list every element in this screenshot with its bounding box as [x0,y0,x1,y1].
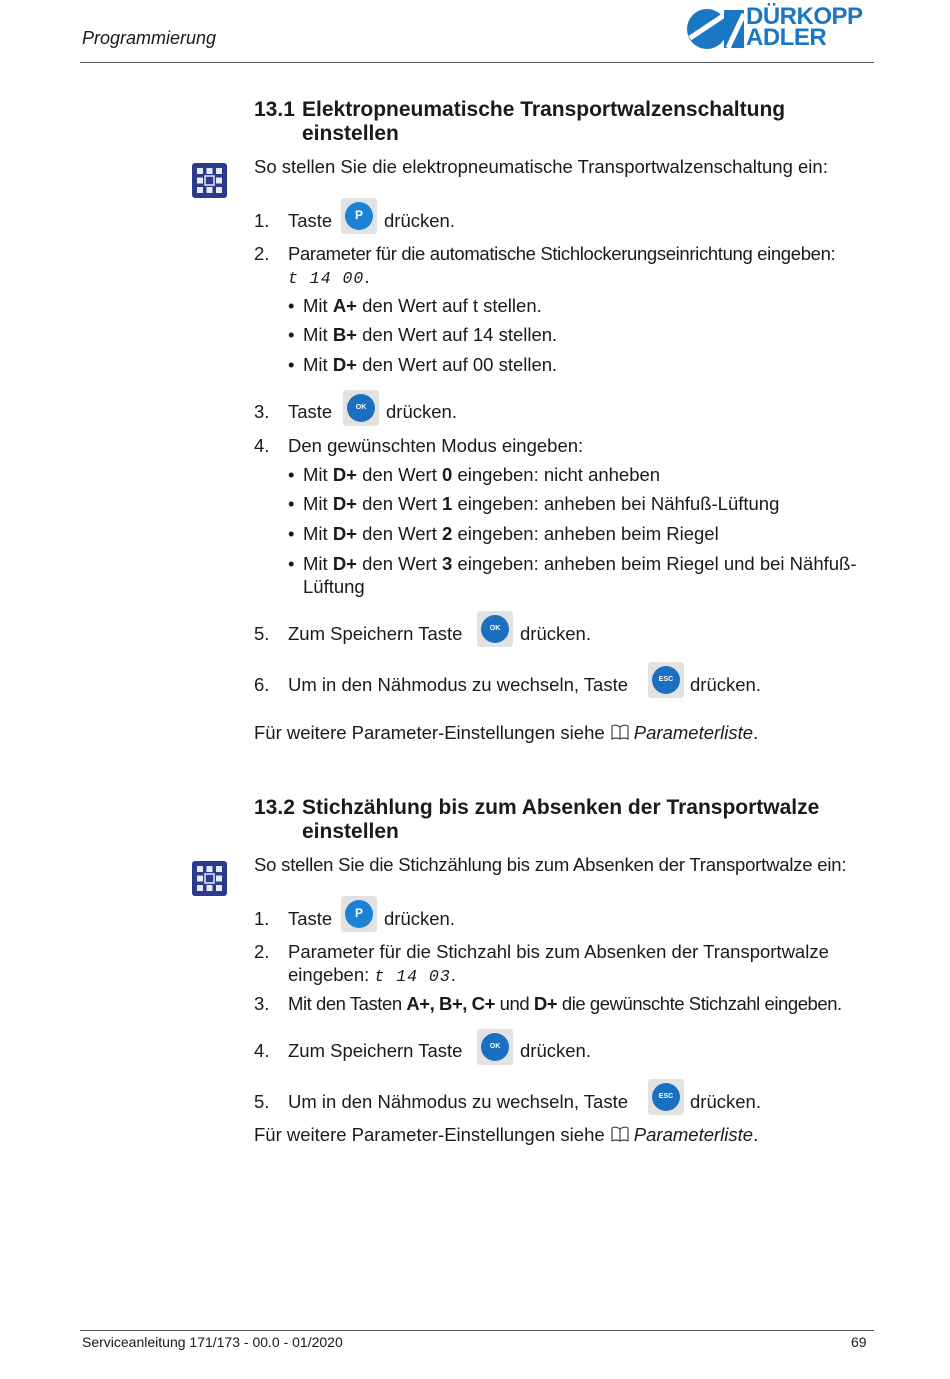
step-number: 3. [254,401,270,422]
esc-key-icon: ESC [648,1079,684,1115]
step-text: drücken. [384,210,455,231]
list-item-continued: Lüftung [303,576,365,597]
step-text: drücken. [386,401,457,422]
header-section-title: Programmierung [82,28,217,48]
book-icon [610,1126,630,1143]
step-text: Parameter für die automatische Stichlockerungseinrichtung eingeben: [288,243,836,264]
page-number: 69 [851,1334,867,1350]
step-text: Den gewünschten Modus eingeben: [288,435,584,456]
section-heading-13-2 [254,796,854,846]
step-text: drücken. [690,1091,761,1112]
step-text: Mit den Tasten A+, B+, C+ und D+ die gewünschte Stichzahl eingeben. [288,993,842,1014]
esc-key-icon: ESC [648,662,684,698]
header-divider [80,62,874,63]
duerkopp-adler-logo [686,3,872,54]
programming-icon [192,163,227,198]
step-text: Taste [288,210,333,231]
step-number: 1. [254,210,270,231]
step-text: Taste [288,908,333,929]
p-key-icon: P [341,896,377,932]
section-number: 13.1 [254,98,295,121]
step-text: drücken. [384,908,455,929]
step-text: Parameter für die Stichzahl bis zum Absenken der Transportwalze [288,941,829,962]
section-intro: So stellen Sie die Stichzählung bis zum Absenken der Transportwalze ein: [254,854,847,875]
step-number: 4. [254,435,270,456]
step-number: 5. [254,623,270,644]
step-text: Um in den Nähmodus zu wechseln, Taste [288,1091,629,1112]
parameter-list-link[interactable]: Parameterliste [633,1124,754,1145]
ok-key-icon: OK [343,390,379,426]
section-title: Elektropneumatische Transportwalzenschaltung einstellen [302,98,786,145]
step-number: 4. [254,1040,270,1061]
section-title: Stichzählung bis zum Absenken der Transportwalze einstellen [302,796,820,843]
footer-document-info: Serviceanleitung 171/173 - 00.0 - 01/2020 [82,1334,343,1350]
footer-divider [80,1330,874,1331]
section-heading-13-1 [254,98,854,148]
step-text: Zum Speichern Taste [288,623,463,644]
ok-key-icon: OK [477,1029,513,1065]
step-text: Taste [288,401,333,422]
parameter-code: t 14 00. [288,266,370,288]
step-text: drücken. [690,674,761,695]
step-number: 2. [254,941,270,962]
section-number: 13.2 [254,796,295,819]
reference-note: Für weitere Parameter-Einstellungen siehe Parameterliste. [254,722,759,743]
programming-icon [192,861,227,896]
step-text: drücken. [520,623,591,644]
p-key-icon: P [341,198,377,234]
step-text: Zum Speichern Taste [288,1040,463,1061]
logo-text: DÜRKOPP ADLER [746,3,863,51]
step-text: drücken. [520,1040,591,1061]
step-number: 3. [254,993,270,1014]
logo-mark-icon [686,8,744,50]
step-text: eingeben: t 14 03. [288,964,456,986]
parameter-list-link[interactable]: Parameterliste [633,722,754,743]
book-icon [610,724,630,741]
step-text: Um in den Nähmodus zu wechseln, Taste [288,674,629,695]
reference-note: Für weitere Parameter-Einstellungen siehe Parameterliste. [254,1124,759,1145]
step-number: 1. [254,908,270,929]
step-number: 6. [254,674,270,695]
section-intro: So stellen Sie die elektropneumatische Transportwalzenschaltung ein: [254,156,828,177]
ok-key-icon: OK [477,611,513,647]
step-number: 2. [254,243,270,264]
step-number: 5. [254,1091,270,1112]
